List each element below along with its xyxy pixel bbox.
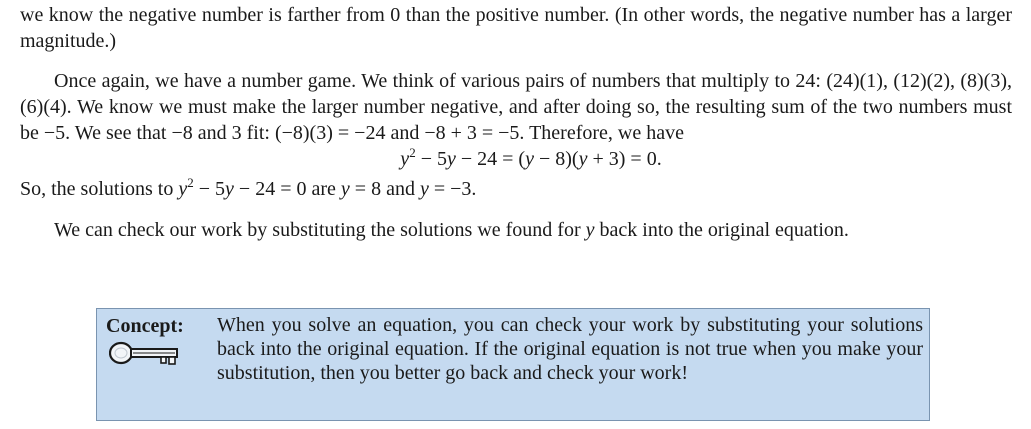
- paragraph-number-game: Once again, we have a number game. We think of various pairs of numbers that multiply to 24: (24)(1), (12)(2), (8)(3), (6)(4). We know we must make the larger number negative, and after doing so, the resulting sum of the two numbers must be −5. We see that −8 and 3 fit: (−8)(3) = −24 and −8 + 3 = −5. Therefore, we have: [20, 70, 1012, 144]
- paragraph-check-work: We can check our work by substituting the solutions we found for y back into the original equation.: [54, 219, 849, 241]
- key-icon: [109, 341, 189, 365]
- paragraph-magnitude: we know the negative number is farther from 0 than the positive number. (In other words, the negative number has a larger magnitude.): [20, 4, 1012, 52]
- document-page: [20, 2, 1012, 243]
- concept-box: [96, 308, 930, 421]
- concept-text: When you solve an equation, you can check your work by substituting your solutions back into the original equation. If the original equation is not true when you make your substitution, then you better go back and check your work!: [217, 314, 923, 384]
- concept-label: Concept:: [106, 315, 184, 337]
- factored-equation: $y^2 - 5y - 24 = (y - 8)(y + 3) = 0$.: [400, 145, 662, 170]
- paragraph-solutions: So, the solutions to $y^2 - 5y - 24 = 0$ are y = 8 and y = −3.: [20, 175, 477, 200]
